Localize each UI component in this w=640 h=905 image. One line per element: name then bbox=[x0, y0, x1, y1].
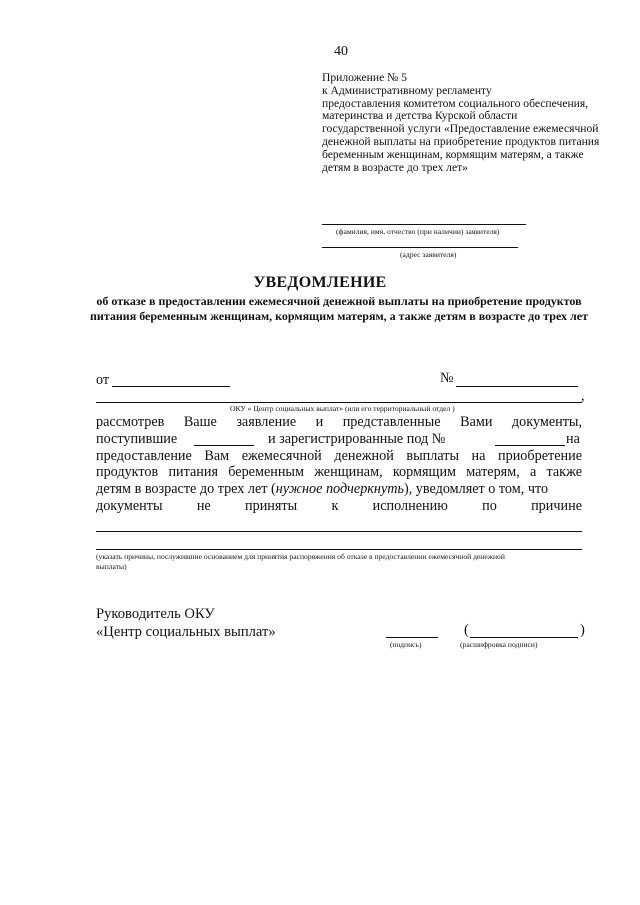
signer-position-line-2: «Центр социальных выплат» bbox=[96, 624, 276, 640]
decoding-open-paren: ( bbox=[464, 622, 469, 638]
body-line-2b: и зарегистрированные под № bbox=[268, 431, 446, 447]
appendix-line: к Административному регламенту bbox=[322, 83, 492, 97]
notice-subtitle: об отказе в предоставлении ежемесячной денежной выплаты на приобретение продуктов питания беременным женщинам, кормящим матерям, а также детям в возрасте до трех лет bbox=[90, 294, 588, 323]
reason-line-2[interactable] bbox=[96, 549, 582, 550]
body-line-5b: ), уведомляет о том, что bbox=[403, 481, 549, 497]
page-number: 40 bbox=[334, 44, 348, 59]
applicant-address-caption: (адрес заявителя) bbox=[400, 250, 457, 259]
body-line-2c: на bbox=[566, 431, 580, 447]
reason-caption-1: (указать причины, послужившие основанием для принятия распоряжения об отказе в предоставлении ежемесячной денежной bbox=[96, 552, 505, 561]
appendix-line: государственной услуги «Предоставление ежемесячной bbox=[322, 122, 599, 136]
signer-position-line-1: Руководитель ОКУ bbox=[96, 606, 215, 622]
body-line-6 bbox=[96, 498, 582, 515]
appendix-line: детям в возрасте до трех лет» bbox=[322, 160, 468, 174]
signature-line[interactable] bbox=[386, 637, 438, 638]
appendix-block bbox=[322, 72, 599, 174]
body-line-4: продуктов питания беременным женщинам, кормящим матерям, а также bbox=[96, 464, 582, 480]
from-label: от bbox=[96, 372, 110, 388]
applicant-name-line[interactable] bbox=[322, 224, 526, 225]
body-line-5 bbox=[96, 481, 582, 498]
body-line-3: предоставление Вам ежемесячной денежной выплаты на приобретение bbox=[96, 448, 582, 464]
body-line-5-italic: нужное подчеркнуть bbox=[275, 481, 404, 497]
organization-caption: ОКУ « Центр социальных выплат» (или его территориальный отдел ) bbox=[230, 404, 455, 413]
number-line[interactable] bbox=[456, 386, 578, 387]
applicant-name-caption: (фамилия, имя, отчество (при наличии) заявителя) bbox=[336, 227, 500, 236]
from-date-line[interactable] bbox=[112, 386, 230, 387]
number-label: № bbox=[440, 370, 454, 386]
signature-caption: (подпись) bbox=[390, 640, 422, 649]
decoding-line[interactable] bbox=[470, 637, 578, 638]
body-line-6-text: документы не приняты к исполнению по причине bbox=[96, 498, 582, 514]
appendix-line: предоставления комитетом социального обеспечения, bbox=[322, 96, 589, 110]
appendix-line: денежной выплаты на приобретение продуктов питания bbox=[322, 134, 600, 148]
decoding-caption: (расшифровка подписи) bbox=[460, 640, 538, 649]
received-date-line[interactable] bbox=[194, 445, 254, 446]
decoding-close-paren: ) bbox=[580, 622, 585, 638]
organization-comma: , bbox=[581, 388, 585, 404]
reason-line-1[interactable] bbox=[96, 531, 582, 532]
appendix-line: материнства и детства Курской области bbox=[322, 109, 518, 123]
body-line-5a: детям в возрасте до трех лет ( bbox=[96, 481, 276, 497]
notice-title: УВЕДОМЛЕНИЕ bbox=[253, 274, 387, 291]
appendix-line: Приложение № 5 bbox=[322, 71, 407, 84]
appendix-line: беременным женщинам, кормящим матерям, а также bbox=[322, 147, 584, 161]
applicant-address-line[interactable] bbox=[322, 247, 518, 248]
body-line-2a: поступившие bbox=[96, 431, 178, 447]
reason-caption-2: выплаты) bbox=[96, 562, 127, 571]
organization-line[interactable] bbox=[96, 402, 582, 403]
body-line-1: рассмотрев Ваше заявление и представленные Вами документы, bbox=[96, 414, 582, 430]
registration-number-line[interactable] bbox=[495, 445, 565, 446]
